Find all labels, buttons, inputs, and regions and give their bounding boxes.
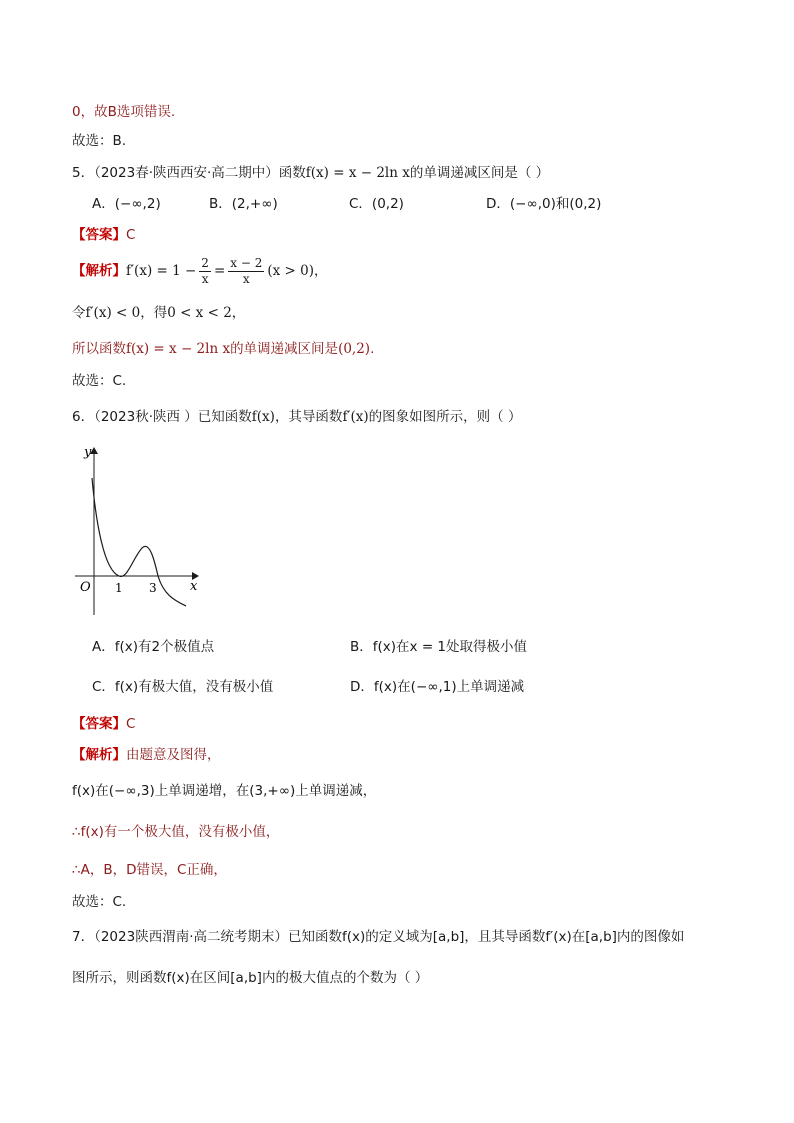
derivative-expr: f′(x) = 1 − bbox=[126, 263, 197, 279]
conclusion-func: f(x) = x − 2ln x bbox=[126, 341, 231, 357]
answer-value: C bbox=[126, 716, 136, 732]
fraction-denominator: x bbox=[242, 271, 250, 286]
step-text: ，得 bbox=[140, 305, 168, 321]
tick-label-1: 1 bbox=[115, 581, 123, 595]
prev-answer-tail: 0，故B选项错误. bbox=[72, 104, 176, 120]
step-inequality: f′(x) < 0 bbox=[85, 305, 141, 321]
q6-monotonicity: f(x)在(−∞,3)上单调递增，在(3,+∞)上单调递减， bbox=[72, 783, 377, 799]
derivative-graph bbox=[72, 438, 212, 618]
q6-answer bbox=[72, 715, 135, 733]
derivative-curve bbox=[92, 478, 186, 606]
q6-stem-pre: 6．（2023秋·陕西 ）已知函数 bbox=[72, 409, 252, 425]
fraction-x-minus-2-over-x bbox=[228, 256, 264, 287]
q7-stem-line2: 图所示，则函数f(x)在区间[a,b]内的极大值点的个数为（ ） bbox=[72, 970, 429, 986]
conclusion-text: 的单调递减区间是 bbox=[230, 341, 339, 357]
q5-conclusion bbox=[72, 340, 374, 358]
analysis-tag: 【解析】 bbox=[72, 747, 126, 763]
answer-value: C bbox=[126, 227, 136, 243]
tick-label-3: 3 bbox=[149, 581, 157, 595]
prev-select: 故选：B. bbox=[72, 133, 127, 149]
q5-option-b: B．(2,+∞) bbox=[209, 196, 278, 212]
q5-select: 故选：C. bbox=[72, 373, 127, 389]
q7-stem-line1: 7．（2023陕西渭南·高二统考期末）已知函数f(x)的定义域为[a,b]，且其导函数f′(x)在[a,b]内的图像如 bbox=[72, 929, 685, 945]
q5-option-a: A．(−∞,2) bbox=[92, 196, 161, 212]
q5-analysis-derivative: 【解析】 f′(x) = 1 − $\frac{2}{x}$ = $\frac{x - 2}{x}$ (x > 0)， bbox=[72, 255, 328, 286]
analysis-text: 由题意及图得， bbox=[126, 747, 221, 763]
q6-option-a: A．f(x)有2个极值点 bbox=[92, 639, 215, 655]
y-axis-label: y bbox=[84, 445, 92, 460]
q6-select: 故选：C. bbox=[72, 894, 127, 910]
step-result: 0 < x < 2 bbox=[167, 305, 232, 321]
q5-func: f(x) = x − 2ln x bbox=[305, 165, 410, 181]
x-axis-label: x bbox=[190, 579, 198, 594]
conclusion-text: . bbox=[370, 341, 375, 357]
q6-option-d: D．f(x)在(−∞,1)上单调递减 bbox=[350, 679, 525, 695]
q5-stem bbox=[72, 164, 549, 182]
q6-option-c: C．f(x)有极大值，没有极小值 bbox=[92, 679, 274, 695]
fraction-denominator: x bbox=[201, 271, 209, 286]
q6-fprime: f′(x) bbox=[342, 409, 369, 425]
origin-label: O bbox=[80, 580, 91, 595]
q5-option-c: C．(0,2) bbox=[349, 196, 404, 212]
q6-judgement: ∴A，B，D错误，C正确， bbox=[72, 862, 227, 878]
q6-analysis bbox=[72, 746, 221, 764]
step-text: 令 bbox=[72, 305, 86, 321]
q6-f: f(x) bbox=[251, 409, 275, 425]
q5-stem-post: 的单调递减区间是（ ） bbox=[409, 165, 550, 181]
answer-tag: 【答案】 bbox=[72, 716, 126, 732]
q6-extremum: ∴f(x)有一个极大值，没有极小值， bbox=[72, 824, 280, 840]
q5-stem-pre: 5．（2023春·陕西西安·高二期中）函数 bbox=[72, 165, 306, 181]
derivative-domain: (x > 0)， bbox=[267, 263, 328, 279]
fraction-numerator: x − 2 bbox=[230, 255, 263, 270]
q6-stem bbox=[72, 408, 521, 426]
q5-answer bbox=[72, 226, 135, 244]
fraction-2-over-x bbox=[199, 256, 211, 287]
conclusion-text: 所以函数 bbox=[72, 341, 126, 357]
answer-tag: 【答案】 bbox=[72, 227, 126, 243]
q5-option-d: D．(−∞,0)和(0,2) bbox=[486, 196, 602, 212]
conclusion-interval: (0,2) bbox=[338, 341, 371, 357]
q5-analysis-step bbox=[72, 304, 245, 322]
analysis-tag: 【解析】 bbox=[72, 263, 126, 279]
q6-stem-mid: ，其导函数 bbox=[274, 409, 343, 425]
q6-option-b: B．f(x)在x = 1处取得极小值 bbox=[350, 639, 528, 655]
fraction-numerator: 2 bbox=[201, 255, 209, 270]
step-text: ， bbox=[231, 305, 246, 321]
q6-stem-post: 的图象如图所示，则（ ） bbox=[368, 409, 522, 425]
